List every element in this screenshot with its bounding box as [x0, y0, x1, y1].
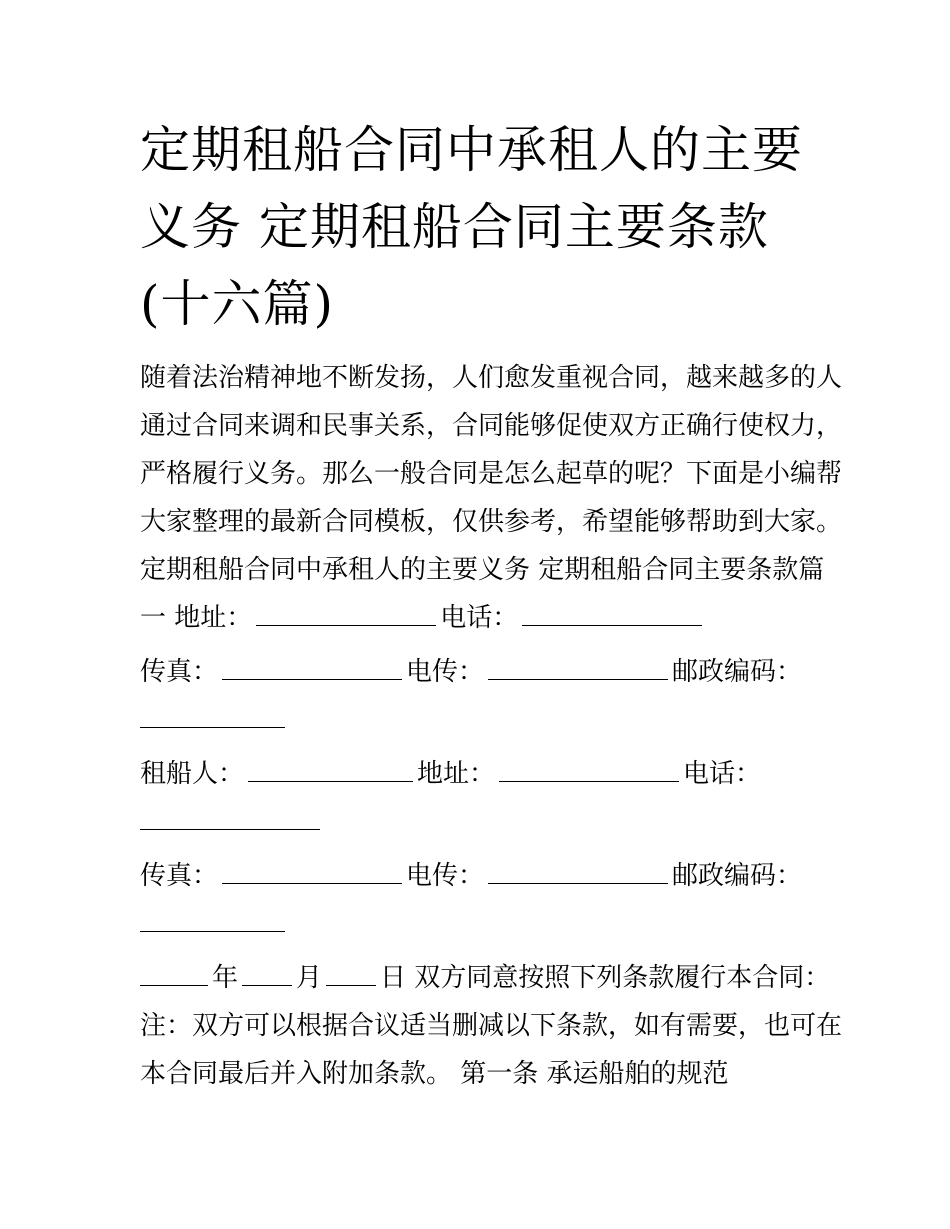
charterer-fax-blank[interactable] [222, 861, 402, 884]
telex-label: 电传： [406, 657, 485, 687]
charterer-row [140, 750, 840, 798]
charterer-phone-row [140, 798, 840, 846]
charterer-blank[interactable] [248, 759, 413, 782]
date-row [140, 954, 840, 1002]
title-line: (十六篇) [140, 275, 335, 333]
owner-fax-row [140, 648, 840, 696]
intro-line: 大家整理的最新合同模板，仅供参考，希望能够帮助到大家。 [140, 507, 843, 537]
intro-line: 通过合同来调和民事关系，合同能够促使双方正确行使权力， [140, 411, 843, 441]
agreement-text: 双方同意按照下列条款履行本合同： [406, 963, 831, 993]
document-title [140, 112, 840, 343]
month-label: 月 [296, 963, 323, 993]
charterer-fax-label: 传真： [140, 861, 219, 891]
day-blank[interactable] [326, 963, 376, 986]
charterer-postcode-blank[interactable] [140, 909, 285, 932]
charterer-phone-label: 电话： [683, 759, 762, 789]
phone-blank[interactable] [522, 603, 702, 626]
charterer-label: 租船人： [140, 759, 245, 789]
fax-label: 传真： [140, 657, 219, 687]
charterer-fax-row [140, 852, 840, 900]
day-label: 日 [380, 963, 407, 993]
charterer-postcode-label: 邮政编码： [672, 861, 803, 891]
charterer-telex-blank[interactable] [488, 861, 668, 884]
intro-line: 严格履行义务。那么一般合同是怎么起草的呢？下面是小编帮 [140, 459, 843, 489]
postcode-label: 邮政编码： [672, 657, 803, 687]
note-line: 本合同最后并入附加条款。 第一条 承运船舶的规范 [140, 1059, 729, 1089]
intro-line: 定期租船合同中承租人的主要义务 定期租船合同主要条款篇 [140, 555, 825, 585]
fax-blank[interactable] [222, 657, 402, 680]
charterer-telex-label: 电传： [406, 861, 485, 891]
title-line: 义务 定期租船合同主要条款 [140, 198, 769, 256]
document-body [140, 354, 843, 1098]
year-blank[interactable] [140, 963, 208, 986]
address-blank[interactable] [256, 603, 436, 626]
phone-label: 电话： [440, 603, 519, 633]
note-line: 注：双方可以根据合议适当删减以下条款，如有需要，也可在 [140, 1011, 843, 1041]
title-line: 定期租船合同中承租人的主要 [140, 121, 803, 179]
year-label: 年 [212, 963, 239, 993]
charterer-address-label: 地址： [417, 759, 496, 789]
owner-address-row [140, 594, 840, 642]
charterer-address-blank[interactable] [499, 759, 679, 782]
charterer-phone-blank[interactable] [140, 807, 320, 830]
charterer-postcode-row [140, 900, 840, 948]
month-blank[interactable] [242, 963, 292, 986]
intro-line: 随着法治精神地不断发扬，人们愈发重视合同，越来越多的人 [140, 363, 843, 393]
telex-blank[interactable] [488, 657, 668, 680]
owner-postcode-row [140, 696, 840, 744]
address-label: 一 地址： [140, 603, 253, 633]
postcode-blank[interactable] [140, 705, 285, 728]
